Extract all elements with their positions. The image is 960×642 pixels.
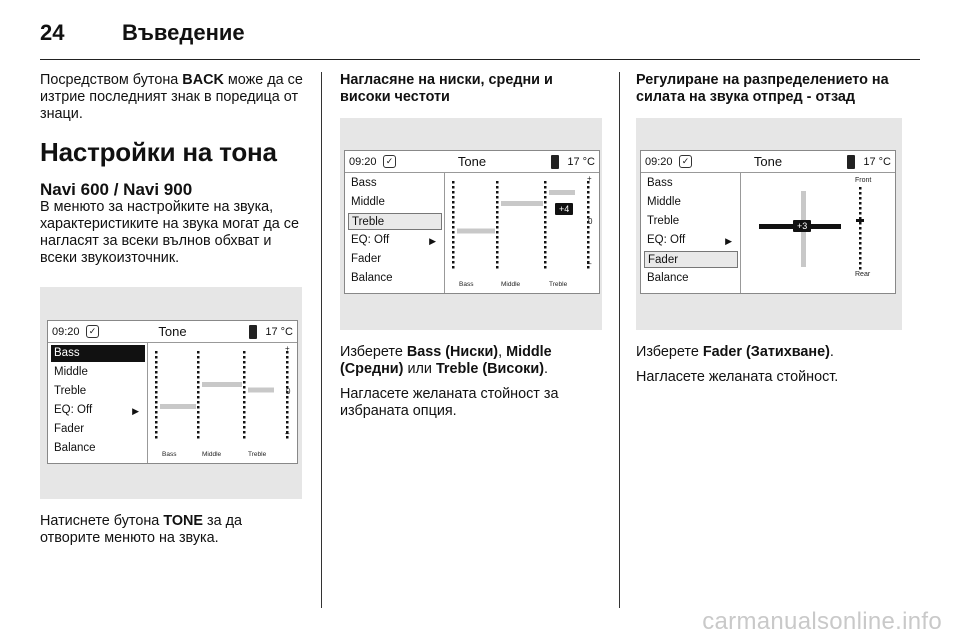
- slider-dot: [452, 261, 455, 264]
- slider-dot: [197, 381, 200, 384]
- fader-scale-dot: [859, 197, 862, 200]
- slider-dot: [155, 421, 158, 424]
- fader-heading: Регулиране на разпределението на силата на звука отпред - отзад: [636, 72, 889, 105]
- slider-label-treble: Treble: [248, 451, 267, 458]
- slider-dot: [197, 361, 200, 364]
- scale-dot: [286, 371, 289, 374]
- slider-dot: [243, 401, 246, 404]
- fader-cross: [741, 173, 895, 293]
- slider-dot: [496, 231, 499, 234]
- arrow-right-icon: ▶: [132, 406, 139, 416]
- slider-label-middle: Middle: [501, 281, 521, 288]
- scale-dot: [286, 361, 289, 364]
- slider-dot: [496, 251, 499, 254]
- slider-dot: [155, 401, 158, 404]
- scale-minus: –: [285, 429, 290, 438]
- slider-dot: [243, 396, 246, 399]
- slider-dot: [496, 266, 499, 269]
- fader-scale-dot: [859, 267, 862, 270]
- level-bar-treble: [248, 388, 274, 393]
- fader-scale-dot: [859, 187, 862, 190]
- adjust-eq-paragraph: Нагласете желаната стойност за избраната опция.: [340, 386, 559, 419]
- screen-title: Tone: [753, 154, 783, 169]
- slider-dot: [496, 181, 499, 184]
- slider-dot: [452, 226, 455, 229]
- fader-scale-dot: [859, 237, 862, 240]
- slider-dot: [496, 236, 499, 239]
- slider-dot: [496, 196, 499, 199]
- scale-dot: [587, 206, 590, 209]
- scale-dot: [286, 411, 289, 414]
- scale-dot: [286, 381, 289, 384]
- menu-item-fader[interactable]: Fader: [54, 423, 85, 435]
- slider-dot: [243, 361, 246, 364]
- level-bar-middle: [501, 201, 543, 206]
- eq-sliders: [445, 173, 599, 293]
- scale-dot: [587, 236, 590, 239]
- slider-dot: [155, 356, 158, 359]
- select-fader-paragraph: Изберете Fader (Затихване).: [636, 344, 834, 360]
- slider-dot: [452, 211, 455, 214]
- column-divider: [321, 72, 322, 608]
- slider-dot: [197, 421, 200, 424]
- scale-dot: [286, 401, 289, 404]
- slider-dot: [452, 216, 455, 219]
- slider-dot: [243, 376, 246, 379]
- slider-dot: [544, 266, 547, 269]
- fader-scale-dot: [859, 207, 862, 210]
- menu-item-eq[interactable]: EQ: Off ▶: [348, 232, 442, 249]
- slider-dot: [544, 231, 547, 234]
- slider-dot: [155, 381, 158, 384]
- fader-rear-label: Rear: [855, 271, 871, 278]
- scale-dot: [286, 406, 289, 409]
- menu-item-bass[interactable]: Bass: [51, 345, 145, 362]
- slider-dot: [452, 256, 455, 259]
- slider-dot: [155, 411, 158, 414]
- fader-scale-dot: [859, 242, 862, 245]
- fader-scale-dot: [859, 212, 862, 215]
- menu-item-middle[interactable]: Middle: [54, 366, 88, 378]
- slider-dot: [544, 246, 547, 249]
- arrow-right-icon: ▶: [725, 236, 732, 246]
- slider-dot: [496, 206, 499, 209]
- slider-dot: [197, 436, 200, 439]
- scale-dot: [286, 396, 289, 399]
- tone-menu: [345, 173, 445, 293]
- fader-scale-dot: [859, 202, 862, 205]
- slider-dot: [496, 261, 499, 264]
- scale-dot: [587, 191, 590, 194]
- slider-dot: [155, 376, 158, 379]
- slider-dot: [496, 211, 499, 214]
- fader-illustration: [636, 118, 902, 330]
- slider-label-bass: Bass: [162, 451, 177, 458]
- clock-icon: ✓: [383, 155, 396, 168]
- scale-minus: –: [587, 259, 592, 268]
- slider-dot: [155, 371, 158, 374]
- slider-dot: [544, 216, 547, 219]
- scale-dot: [587, 231, 590, 234]
- slider-dot: [243, 426, 246, 429]
- slider-dot: [155, 391, 158, 394]
- fader-scale-dot: [859, 232, 862, 235]
- scale-dot: [286, 376, 289, 379]
- phone-icon: [551, 155, 559, 169]
- slider-dot: [496, 216, 499, 219]
- status-bar: [48, 321, 297, 343]
- slider-dot: [197, 416, 200, 419]
- scale-zero: 0: [286, 387, 291, 396]
- scale-plus: +: [285, 344, 290, 353]
- menu-item-eq[interactable]: EQ: Off ▶: [51, 402, 145, 419]
- column-1: [40, 72, 306, 547]
- scale-dot: [286, 416, 289, 419]
- slider-dot: [496, 226, 499, 229]
- fader-marker: [856, 219, 864, 222]
- slider-dot: [544, 211, 547, 214]
- slider-dot: [452, 251, 455, 254]
- slider-dot: [243, 351, 246, 354]
- fader-scale-dot: [859, 252, 862, 255]
- scale-dot: [286, 366, 289, 369]
- slider-dot: [197, 406, 200, 409]
- scale-dot: [587, 186, 590, 189]
- treble-value-badge: +4: [555, 203, 573, 215]
- scale-dot: [286, 421, 289, 424]
- slider-dot: [544, 241, 547, 244]
- scale-plus: +: [587, 174, 592, 183]
- slider-dot: [544, 201, 547, 204]
- eq-sliders: [148, 343, 297, 463]
- slider-dot: [544, 196, 547, 199]
- slider-dot: [243, 391, 246, 394]
- slider-dot: [544, 261, 547, 264]
- menu-item-fader[interactable]: Fader: [351, 253, 382, 265]
- slider-dot: [155, 406, 158, 409]
- menu-item-balance[interactable]: Balance: [54, 442, 96, 454]
- bass-middle-treble-heading: Нагласяне на ниски, средни и високи честоти: [340, 72, 553, 105]
- slider-dot: [155, 386, 158, 389]
- chapter-title: Въведение: [122, 20, 245, 45]
- slider-dot: [452, 236, 455, 239]
- menu-item-treble[interactable]: Treble: [647, 215, 680, 227]
- slider-dot: [197, 411, 200, 414]
- slider-dot: [155, 351, 158, 354]
- slider-dot: [155, 366, 158, 369]
- slider-dot: [243, 431, 246, 434]
- slider-dot: [243, 421, 246, 424]
- level-bar-bass: [160, 404, 196, 409]
- eq-slider-panel: [445, 173, 599, 293]
- tone-screen: [344, 150, 600, 294]
- slider-dot: [243, 356, 246, 359]
- scale-dot: [587, 251, 590, 254]
- slider-label-bass: Bass: [459, 281, 474, 288]
- section-title: Настройки на тона: [40, 137, 277, 167]
- slider-dot: [243, 366, 246, 369]
- slider-dot: [243, 371, 246, 374]
- slider-dot: [544, 236, 547, 239]
- slider-dot: [496, 241, 499, 244]
- slider-dot: [155, 426, 158, 429]
- screen-title: Tone: [457, 154, 487, 169]
- level-bar-middle: [202, 382, 242, 387]
- slider-dot: [197, 426, 200, 429]
- select-eq-paragraph: Изберете Bass (Ниски), Middle (Средни) или Treble (Високи).: [340, 344, 552, 377]
- slider-dot: [243, 386, 246, 389]
- menu-item-eq[interactable]: EQ: Off ▶: [644, 232, 738, 249]
- scale-dot: [587, 246, 590, 249]
- temperature: 17 °C: [567, 156, 595, 168]
- tone-screen: [47, 320, 298, 464]
- slider-dot: [155, 396, 158, 399]
- back-paragraph: Посредством бутона BACK може да се изтрие последният знак в поредица от знаци.: [40, 72, 303, 122]
- slider-dot: [452, 221, 455, 224]
- column-2: [340, 72, 602, 420]
- slider-dot: [452, 196, 455, 199]
- menu-item-middle[interactable]: Middle: [647, 196, 681, 208]
- slider-label-middle: Middle: [202, 451, 222, 458]
- slider-dot: [197, 431, 200, 434]
- clock-icon: ✓: [679, 155, 692, 168]
- subsection-title: Navi 600 / Navi 900: [40, 180, 193, 199]
- slider-dot: [243, 406, 246, 409]
- tone-description: В менюто за настройките на звука, характеристиките на звука могат да се нагласят за всеки вълнов обхват и всеки звукоизточник.: [40, 199, 299, 266]
- watermark: carmanualsonline.info: [702, 608, 942, 635]
- level-bar-bass: [457, 229, 495, 234]
- phone-icon: [847, 155, 855, 169]
- slider-dot: [155, 416, 158, 419]
- column-divider: [619, 72, 620, 608]
- menu-item-balance[interactable]: Balance: [351, 272, 393, 284]
- tone-menu: [48, 343, 148, 463]
- scale-dot: [587, 226, 590, 229]
- slider-dot: [452, 231, 455, 234]
- menu-item-fader[interactable]: Fader: [644, 251, 738, 268]
- clock-time: 09:20: [349, 156, 377, 168]
- slider-dot: [155, 361, 158, 364]
- slider-dot: [197, 351, 200, 354]
- scale-dot: [587, 201, 590, 204]
- slider-dot: [452, 191, 455, 194]
- slider-dot: [496, 191, 499, 194]
- slider-dot: [197, 376, 200, 379]
- clock-icon: ✓: [86, 325, 99, 338]
- fader-panel: [741, 173, 895, 293]
- tone-menu: [641, 173, 741, 293]
- slider-dot: [197, 391, 200, 394]
- fader-scale-dot: [859, 227, 862, 230]
- scale-dot: [587, 211, 590, 214]
- menu-item-treble[interactable]: Treble: [348, 213, 442, 230]
- slider-dot: [243, 416, 246, 419]
- slider-dot: [197, 371, 200, 374]
- slider-dot: [544, 256, 547, 259]
- status-bar: [641, 151, 895, 173]
- slider-dot: [544, 206, 547, 209]
- fader-screen: [640, 150, 896, 294]
- clock-time: 09:20: [52, 326, 80, 338]
- fader-scale-dot: [859, 247, 862, 250]
- eq-adjust-illustration: [340, 118, 602, 330]
- arrow-right-icon: ▶: [429, 236, 436, 246]
- slider-dot: [496, 221, 499, 224]
- page-header: [40, 16, 920, 60]
- slider-dot: [197, 396, 200, 399]
- slider-dot: [452, 201, 455, 204]
- slider-dot: [544, 221, 547, 224]
- slider-dot: [544, 191, 547, 194]
- tone-key: TONE: [163, 513, 204, 529]
- level-bar-treble: [549, 190, 575, 195]
- slider-dot: [243, 381, 246, 384]
- slider-dot: [544, 181, 547, 184]
- adjust-fader-paragraph: Нагласете желаната стойност.: [636, 369, 839, 385]
- back-key: BACK: [182, 72, 224, 88]
- column-3: [636, 72, 902, 386]
- menu-item-balance[interactable]: Balance: [647, 272, 689, 284]
- slider-dot: [496, 246, 499, 249]
- slider-dot: [496, 256, 499, 259]
- slider-dot: [452, 206, 455, 209]
- slider-dot: [197, 401, 200, 404]
- menu-item-bass[interactable]: Bass: [351, 177, 377, 189]
- slider-dot: [197, 386, 200, 389]
- menu-item-treble[interactable]: Treble: [54, 385, 87, 397]
- page-number: 24: [40, 20, 65, 45]
- slider-dot: [243, 436, 246, 439]
- fader-value-badge: +3: [793, 220, 811, 232]
- slider-dot: [155, 436, 158, 439]
- slider-dot: [452, 266, 455, 269]
- tone-screen-illustration: [40, 287, 302, 499]
- slider-label-treble: Treble: [549, 281, 568, 288]
- tone-press-paragraph: Натиснете бутона TONE за да отворите менюто на звука.: [40, 513, 243, 546]
- screen-title: Tone: [158, 324, 187, 339]
- scale-dot: [587, 196, 590, 199]
- slider-dot: [544, 251, 547, 254]
- slider-dot: [197, 366, 200, 369]
- slider-dot: [452, 246, 455, 249]
- slider-dot: [197, 356, 200, 359]
- slider-dot: [243, 411, 246, 414]
- slider-dot: [155, 431, 158, 434]
- scale-zero: 0: [588, 217, 593, 226]
- fader-scale-dot: [859, 192, 862, 195]
- clock-time: 09:20: [645, 156, 673, 168]
- slider-dot: [452, 181, 455, 184]
- slider-dot: [452, 186, 455, 189]
- slider-dot: [452, 241, 455, 244]
- menu-item-bass[interactable]: Bass: [647, 177, 673, 189]
- slider-dot: [544, 226, 547, 229]
- phone-icon: [249, 325, 257, 339]
- fader-scale-dot: [859, 257, 862, 260]
- temperature: 17 °C: [863, 156, 891, 168]
- fader-front-label: Front: [855, 177, 872, 184]
- scale-dot: [587, 241, 590, 244]
- slider-dot: [496, 186, 499, 189]
- eq-slider-panel: [148, 343, 297, 463]
- fader-scale-dot: [859, 222, 862, 225]
- scale-dot: [286, 356, 289, 359]
- status-bar: [345, 151, 599, 173]
- slider-dot: [496, 201, 499, 204]
- temperature: 17 °C: [265, 326, 293, 338]
- fader-scale-dot: [859, 262, 862, 265]
- menu-item-middle[interactable]: Middle: [351, 196, 385, 208]
- slider-dot: [544, 186, 547, 189]
